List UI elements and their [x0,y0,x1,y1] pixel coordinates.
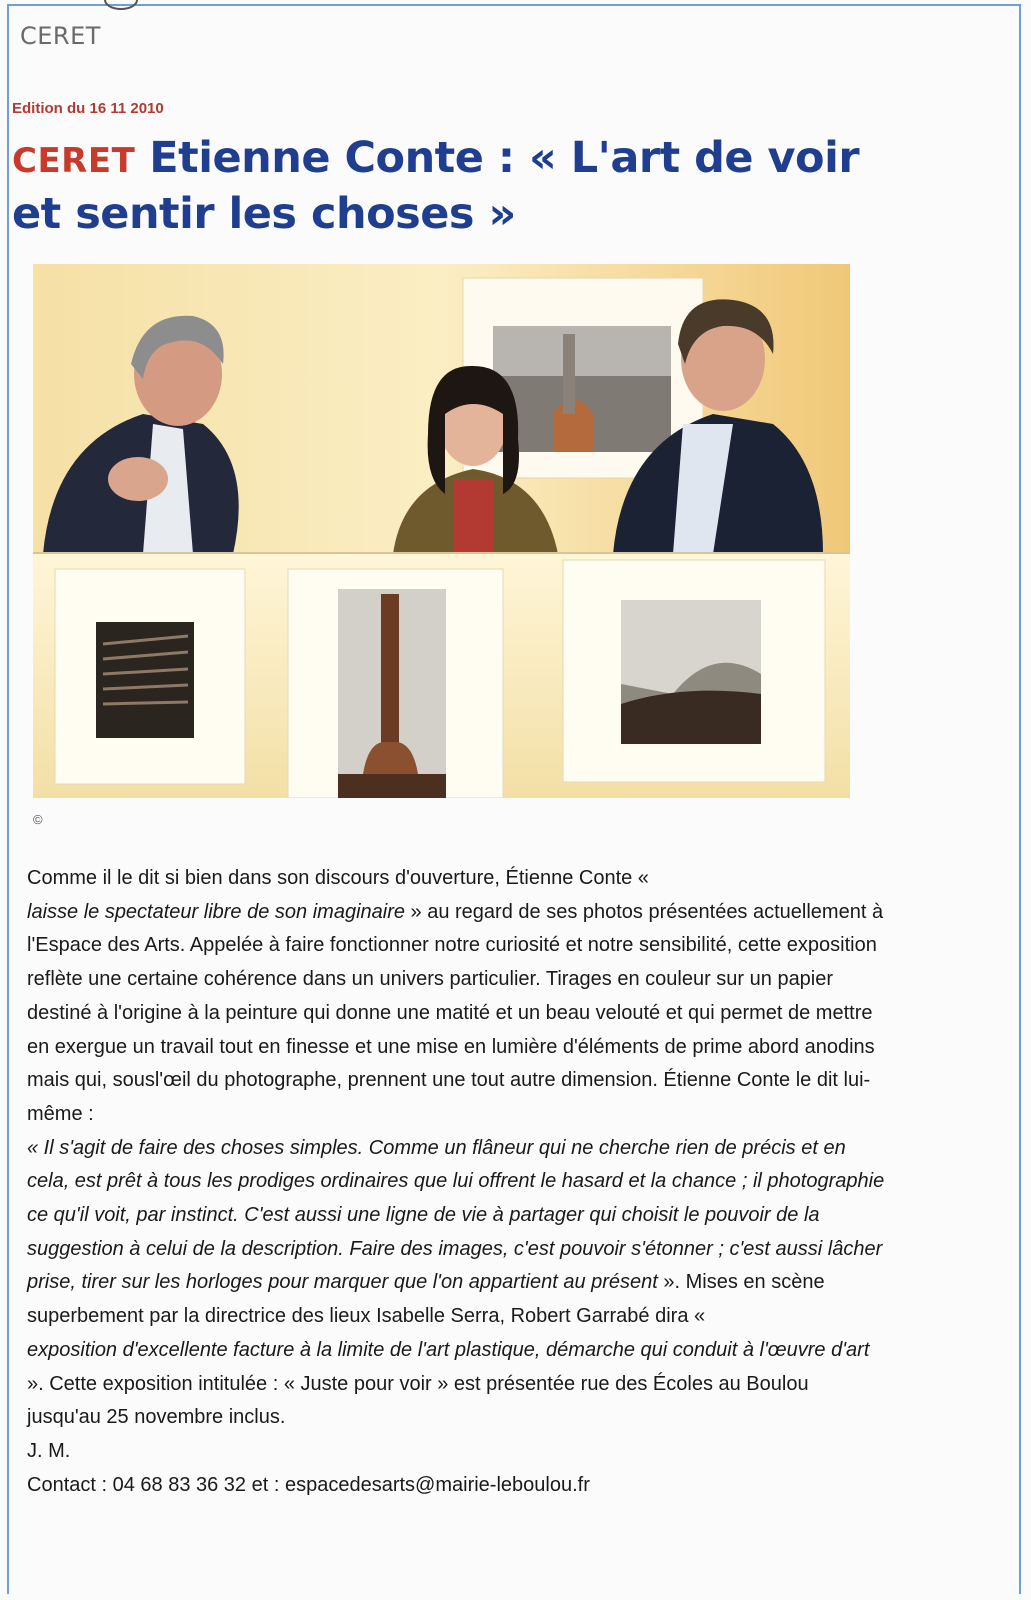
photo-illustration [33,264,850,798]
edition-date: Edition du 16 11 2010 [12,100,164,117]
headline-title-line1: Etienne Conte : « L'art de voir [149,133,860,183]
p1-rest: » au regard de ses photos présentées actuellement à l'Espace des Arts. Appelée à faire fonctionner notre curiosité et notre sensibilité, cette exposition reflète une certaine cohérence dans un univers particulier. Tirages en couleur sur un papier destiné à l'origine à la peinture qui donne une matité et un beau velouté et qui permet de mettre en exergue un travail tout en finesse et une mise en lumière d'éléments de prime abord anodins mais qui, sousl'œil du photographe, prennent une tout autre dimension. Étienne Conte le dit lui-même : [27,900,884,1125]
section-header: CERET [20,22,101,50]
p2-intro: ». Mises en scène superbement par la directrice des lieux Isabelle Serra, Robert Garrabé dira « [27,1271,825,1328]
article-headline [12,132,872,241]
headline-title-line2: et sentir les choses » [12,189,516,239]
quote-garrabe: exposition d'excellente facture à la limite de l'art plastique, démarche qui conduit à l'œuvre d'art [27,1338,870,1361]
article-photo [33,264,850,798]
p2-rest: ». Cette exposition intitulée : « Juste pour voir » est présentée rue des Écoles au Boulou [27,1372,809,1395]
signature: J. M. [27,1439,71,1462]
p1-intro: Comme il le dit si bien dans son discours d'ouverture, Étienne Conte « [27,867,649,889]
article-body [27,862,887,1502]
dates-line: jusqu'au 25 novembre inclus. [27,1406,286,1429]
paragraph-1 [27,862,887,1401]
headline-kicker: CERET [12,141,136,181]
p1-quote: laisse le spectateur libre de son imaginaire [27,900,405,923]
contact-line: Contact : 04 68 83 36 32 et : espacedesarts@mairie-leboulou.fr [27,1473,590,1496]
quote-artist: « Il s'agit de faire des choses simples. Comme un flâneur qui ne cherche rien de précis et en cela, est prêt à tous les prodiges ordinaires que lui offrent le hasard et la chance ; il photographie ce qu'il voit, par instinct. C'est aussi une ligne de vie à partager qui choisit le pouvoir de la suggestion à celui de la description. Faire des images, c'est pouvoir s'étonner ; c'est aussi lâcher prise, tirer sur les horloges pour marquer que l'on appartient au présent [27,1136,885,1294]
photo-credit: © [33,812,43,827]
